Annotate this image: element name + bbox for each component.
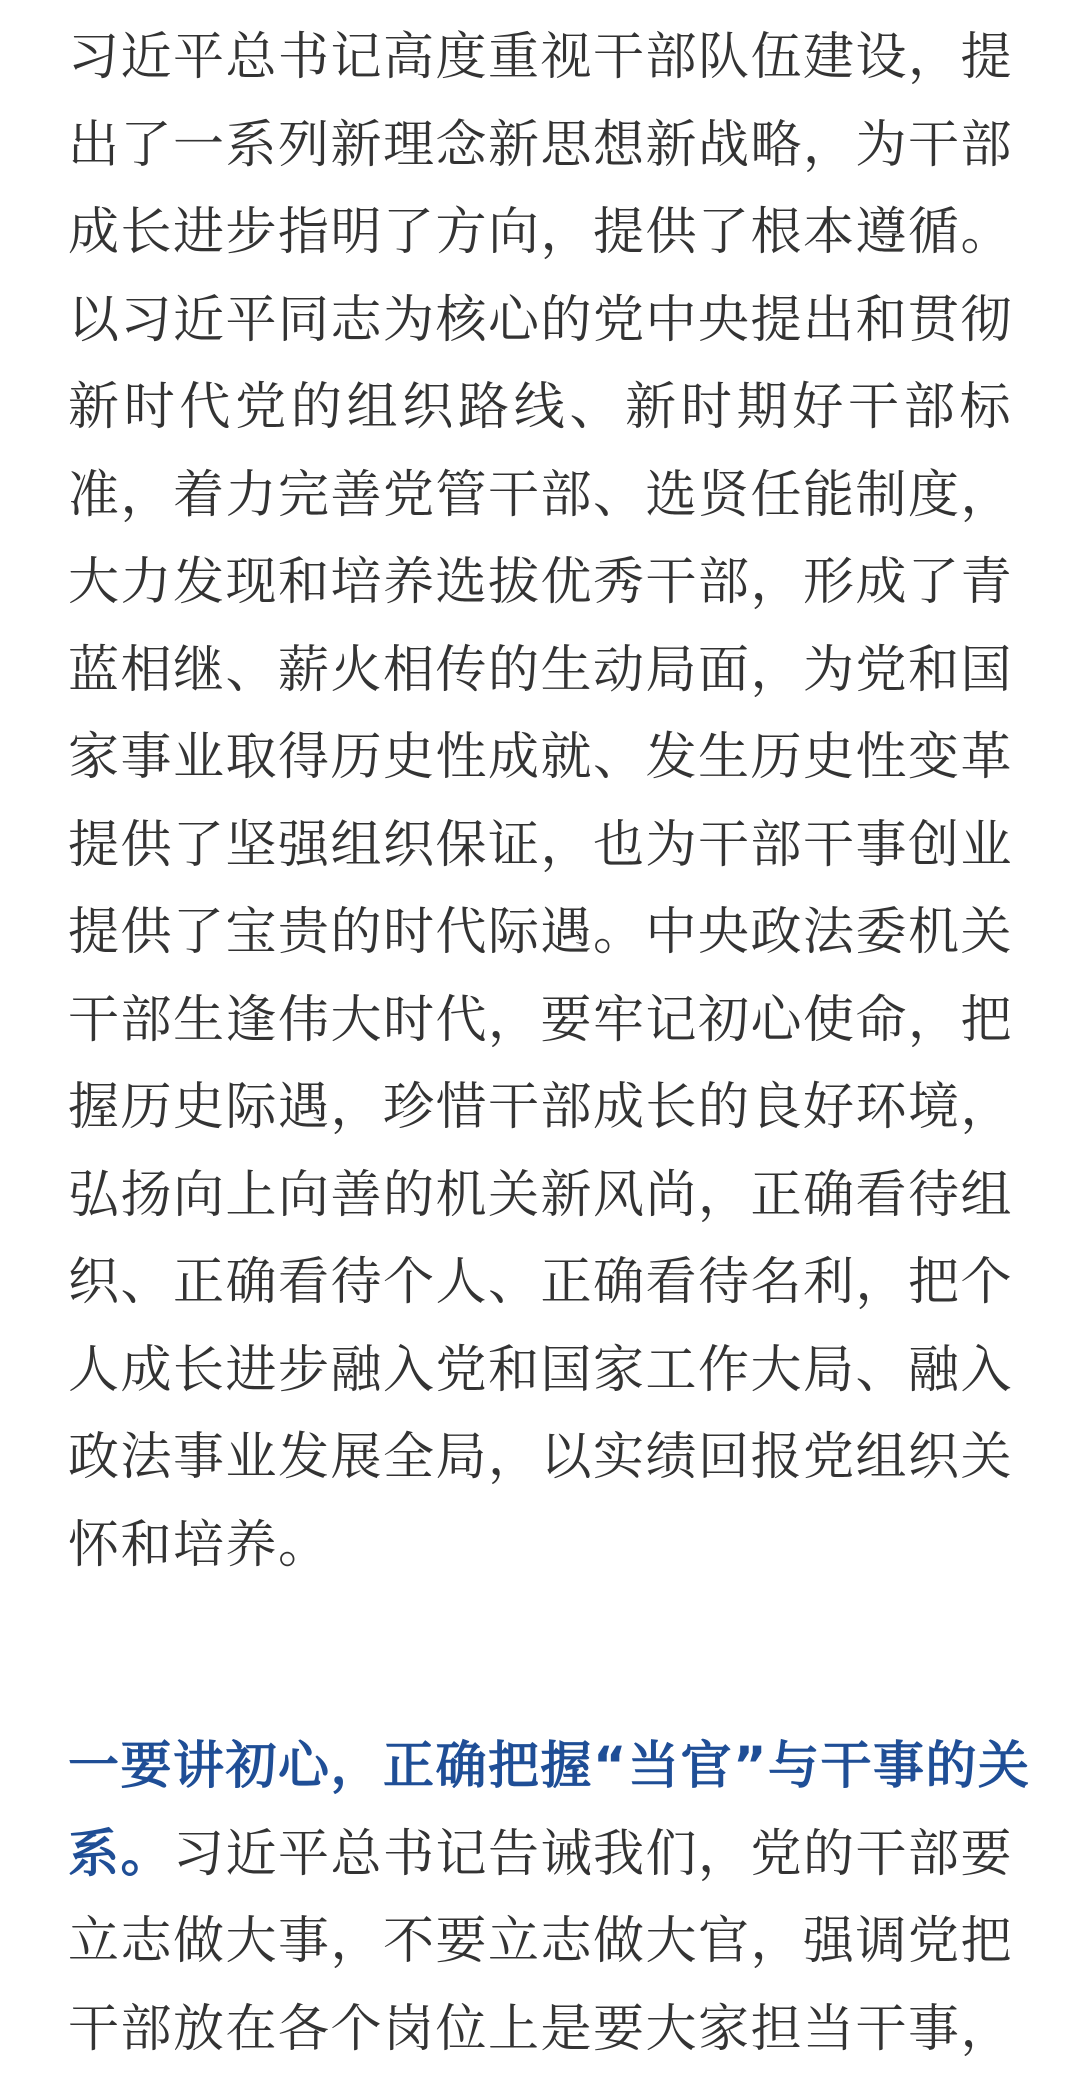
- text-line: 怀和培养。: [68, 1502, 1012, 1590]
- text-line: 以习近平同志为核心的党中央提出和贯彻: [68, 277, 1012, 365]
- text-line: 立志做大事，不要立志做大官，强调党把: [68, 1898, 1012, 1986]
- text-line: 干部放在各个岗位上是要大家担当干事，: [68, 1986, 1012, 2073]
- text-line: 家事业取得历史性成就、发生历史性变革: [68, 714, 1012, 802]
- text-line: 新时代党的组织路线、新时期好干部标: [68, 364, 1012, 452]
- section-heading-end: 系。: [68, 1825, 173, 1884]
- paragraph-original-aspiration: [68, 1723, 1012, 2073]
- text-line: 提供了坚强组织保证，也为干部干事创业: [68, 802, 1012, 890]
- text-line: 弘扬向上向善的机关新风尚，正确看待组: [68, 1152, 1012, 1240]
- text-line: 提供了宝贵的时代际遇。中央政法委机关: [68, 889, 1012, 977]
- text-line: 人成长进步融入党和国家工作大局、融入: [68, 1327, 1012, 1415]
- text-line: 干部生逢伟大时代，要牢记初心使命，把: [68, 977, 1012, 1065]
- text-line: 蓝相继、薪火相传的生动局面，为党和国: [68, 627, 1012, 715]
- article-body: [68, 14, 1012, 2073]
- text-line: 政法事业发展全局，以实绩回报党组织关: [68, 1414, 1012, 1502]
- text-line: 准，着力完善党管干部、选贤任能制度，: [68, 452, 1012, 540]
- text-line: 出了一系列新理念新思想新战略，为干部: [68, 102, 1012, 190]
- text-fragment: 习近平总书记告诫我们，党的干部要: [173, 1825, 1013, 1884]
- text-line: 习近平总书记高度重视干部队伍建设，提: [68, 14, 1012, 102]
- text-line: 成长进步指明了方向，提供了根本遵循。: [68, 189, 1012, 277]
- text-line: 握历史际遇，珍惜干部成长的良好环境，: [68, 1064, 1012, 1152]
- paragraph-spacer: [68, 1589, 1012, 1723]
- text-line: 大力发现和培养选拔优秀干部，形成了青: [68, 539, 1012, 627]
- section-heading: 一要讲初心，正确把握“当官”与干事的关: [68, 1723, 1012, 1811]
- text-line: 织、正确看待个人、正确看待名利，把个: [68, 1239, 1012, 1327]
- text-line: [68, 1811, 1012, 1899]
- paragraph-cadre-team-building: [68, 14, 1012, 1589]
